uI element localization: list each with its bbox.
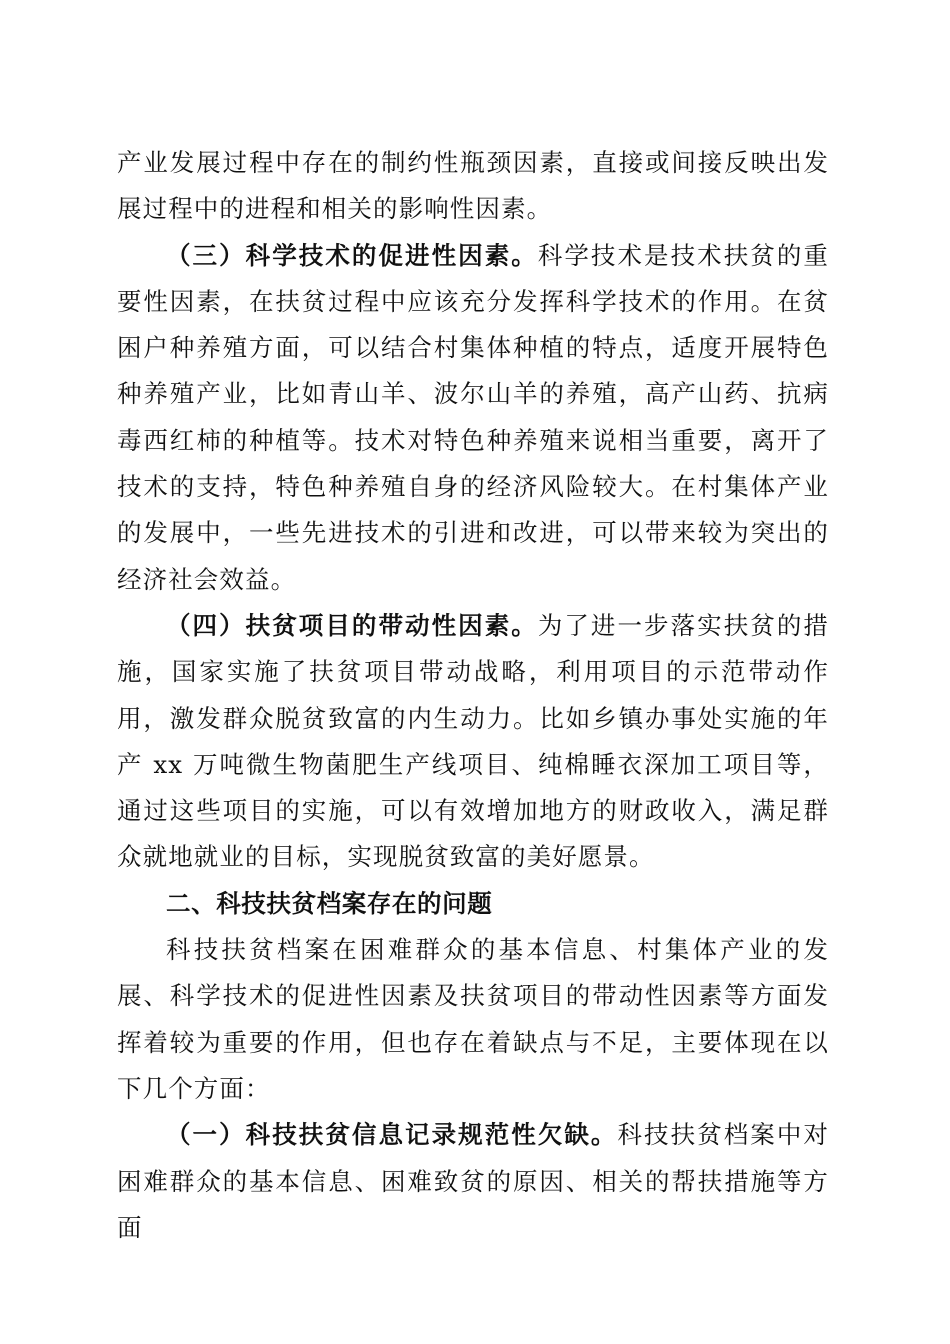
paragraph-heading: （四）扶贫项目的带动性因素。 [166, 610, 538, 640]
section-heading: 二、科技扶贫档案存在的问题 [166, 888, 493, 918]
paragraph-text: 科技扶贫档案中对困难群众的基本信息、困难致贫的原因、相关的帮扶措施等方面 [117, 1120, 829, 1242]
paragraph-archive-problems [117, 927, 829, 1112]
paragraph-text: 产业发展过程中存在的制约性瓶颈因素，直接或间接反映出发展过程中的进程和相关的影响性因素。 [117, 148, 829, 224]
paragraph-poverty-projects [117, 603, 829, 881]
paragraph-text: 科学技术是技术扶贫的重要性因素，在扶贫过程中应该充分发挥科学技术的作用。在贫困户种养殖方面，可以结合村集体种植的特点，适度开展特色种养殖产业，比如青山羊、波尔山羊的养殖，高产山药、抗病毒西红柿的种植等。技术对特色种养殖来说相当重要，离开了技术的支持，特色种养殖自身的经济风险较大。在村集体产业的发展中，一些先进技术的引进和改进，可以带来较为突出的经济社会效益。 [117, 240, 829, 594]
paragraph-continuation [117, 140, 829, 233]
paragraph-heading: （三）科学技术的促进性因素。 [166, 240, 538, 270]
paragraph-science-technology [117, 233, 829, 603]
paragraph-text: 为了进一步落实扶贫的措施，国家实施了扶贫项目带动战略，利用项目的示范带动作用，激发群众脱贫致富的内生动力。比如乡镇办事处实施的年产 xx 万吨微生物菌肥生产线项目、纯棉睡衣深加工项目等，通过这些项目的实施，可以有效增加地方的财政收入，满足群众就地就业的目标，实现脱贫致富的美好愿景。 [117, 610, 829, 872]
paragraph-info-record-standards [117, 1112, 829, 1251]
document-body [117, 140, 829, 1251]
paragraph-heading: （一）科技扶贫信息记录规范性欠缺。 [166, 1120, 618, 1150]
paragraph-text: 科技扶贫档案在困难群众的基本信息、村集体产业的发展、科学技术的促进性因素及扶贫项目的带动性因素等方面发挥着较为重要的作用，但也存在着缺点与不足，主要体现在以下几个方面： [117, 935, 829, 1103]
